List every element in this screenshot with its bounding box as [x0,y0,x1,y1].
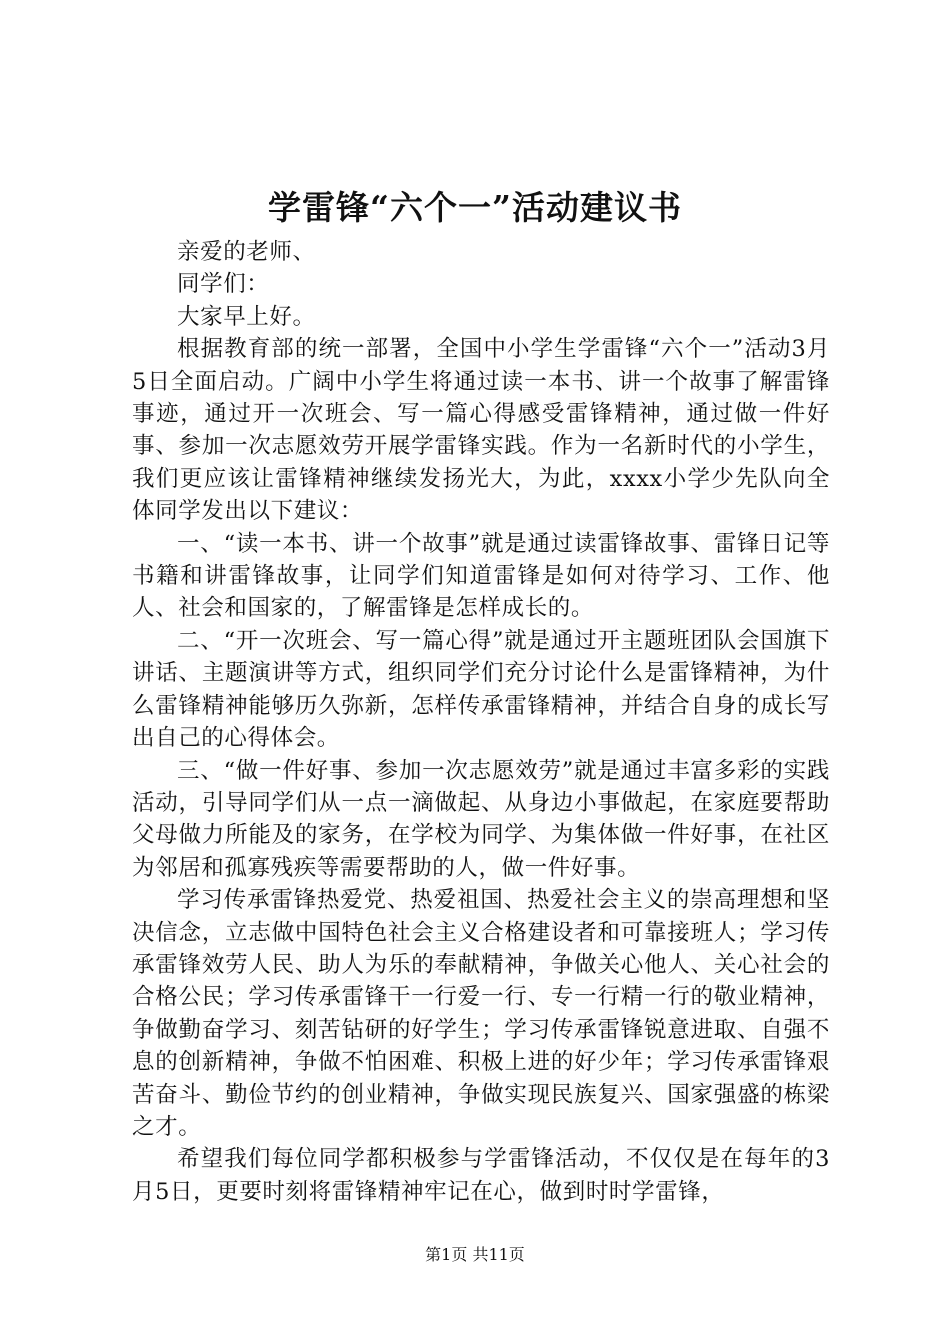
suggestion-2-paragraph: 二、“开一次班会、写一篇心得”就是通过开主题班团队会国旗下讲话、主题演讲等方式，组织同学们充分讨论什么是雷锋精神，为什么雷锋精神能够历久弥新，怎样传承雷锋精神，并结合自身的成长写出自己的心得体会。 [132,627,830,752]
suggestion-3-paragraph: 三、“做一件好事、参加一次志愿效劳”就是通过丰富多彩的实践活动，引导同学们从一点一滴做起、从身边小事做起，在家庭要帮助父母做力所能及的家务，在学校为同学、为集体做一件好事，在社区为邻居和孤寡残疾等需要帮助的人，做一件好事。 [132,757,830,881]
page-number-footer: 第1页 共11页 [425,1245,525,1264]
spirit-paragraph: 学习传承雷锋热爱党、热爱祖国、热爱社会主义的崇高理想和坚决信念，立志做中国特色社会主义合格建设者和可靠接班人；学习传承雷锋效劳人民、助人为乐的奉献精神，争做关心他人、关心社会的合格公民；学习传承雷锋干一行爱一行、专一行精一行的敬业精神，争做勤奋学习、刻苦钻研的好学生；学习传承雷锋锐意进取、自强不息的创新精神，争做不怕困难、积极上进的好少年；学习传承雷锋艰苦奋斗、勤俭节约的创业精神，争做实现民族复兴、国家强盛的栋梁之才。 [132,887,830,1140]
greeting: 大家早上好。 [177,303,316,330]
salutation-line-1: 亲爱的老师、 [177,239,316,265]
salutation-line-2: 同学们： [177,271,270,298]
closing-paragraph: 希望我们每位同学都积极参与学雷锋活动，不仅仅是在每年的3月5日，更要时刻将雷锋精神牢记在心，做到时时学雷锋， [132,1146,830,1205]
document-title: 学雷锋“六个一”活动建议书 [268,188,682,227]
document-body [132,236,830,1208]
suggestion-1-paragraph: 一、“读一本书、讲一个故事”就是通过读雷锋故事、雷锋日记等书籍和讲雷锋故事，让同学们知道雷锋是如何对待学习、工作、他人、社会和国家的，了解雷锋是怎样成长的。 [132,530,830,622]
intro-paragraph: 根据教育部的统一部署，全国中小学生学雷锋“六个一”活动3月5日全面启动。广阔中小学生将通过读一本书、讲一个故事了解雷锋事迹，通过开一次班会、写一篇心得感受雷锋精神，通过做一件好事、参加一次志愿效劳开展学雷锋实践。作为一名新时代的小学生，我们更应该让雷锋精神继续发扬光大，为此，xxxx小学少先队向全体同学发出以下建议： [132,336,830,525]
